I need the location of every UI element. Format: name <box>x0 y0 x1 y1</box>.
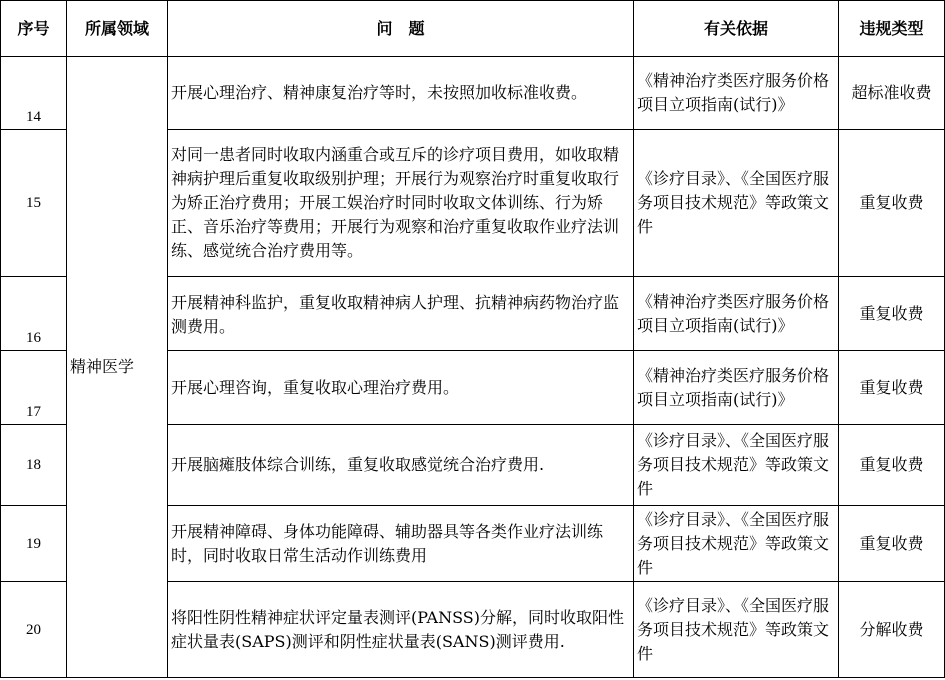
row-type: 超标准收费 <box>839 57 945 130</box>
row-seq: 19 <box>1 506 67 582</box>
row-basis: 《精神治疗类医疗服务价格项目立项指南(试行)》 <box>634 277 839 351</box>
row-seq: 15 <box>1 130 67 277</box>
table-row <box>1 57 945 130</box>
row-seq: 18 <box>1 425 67 506</box>
row-seq: 17 <box>1 351 67 425</box>
row-issue: 开展心理治疗、精神康复治疗等时，未按照加收标准收费。 <box>168 57 634 130</box>
row-issue: 将阳性阴性精神症状评定量表测评(PANSS)分解，同时收取阳性症状量表(SAPS)测评和阴性症状量表(SANS)测评费用. <box>168 582 634 678</box>
header-field: 所属领域 <box>67 1 168 57</box>
row-type: 重复收费 <box>839 130 945 277</box>
header-type: 违规类型 <box>839 1 945 57</box>
row-type: 重复收费 <box>839 506 945 582</box>
row-issue: 对同一患者同时收取内涵重合或互斥的诊疗项目费用，如收取精神病护理后重复收取级别护理；开展行为观察治疗时重复收取行为矫正治疗费用；开展工娱治疗时同时收取文体训练、行为矫正、音乐治疗等费用；开展行为观察和治疗重复收取作业疗法训练、感觉统合治疗费用等。 <box>168 130 634 277</box>
row-type: 重复收费 <box>839 351 945 425</box>
row-type: 重复收费 <box>839 425 945 506</box>
row-basis: 《诊疗目录》、《全国医疗服务项目技术规范》等政策文件 <box>634 506 839 582</box>
row-issue: 开展精神科监护，重复收取精神病人护理、抗精神病药物治疗监测费用。 <box>168 277 634 351</box>
row-seq: 20 <box>1 582 67 678</box>
row-basis: 《精神治疗类医疗服务价格项目立项指南(试行)》 <box>634 57 839 130</box>
row-type: 分解收费 <box>839 582 945 678</box>
row-seq: 16 <box>1 277 67 351</box>
row-basis: 《诊疗目录》、《全国医疗服务项目技术规范》等政策文件 <box>634 130 839 277</box>
row-issue: 开展心理咨询，重复收取心理治疗费用。 <box>168 351 634 425</box>
header-row <box>1 1 945 57</box>
row-issue: 开展脑瘫肢体综合训练，重复收取感觉统合治疗费用. <box>168 425 634 506</box>
header-seq: 序号 <box>1 1 67 57</box>
header-basis: 有关依据 <box>634 1 839 57</box>
row-basis: 《精神治疗类医疗服务价格项目立项指南(试行)》 <box>634 351 839 425</box>
row-basis: 《诊疗目录》、《全国医疗服务项目技术规范》等政策文件 <box>634 425 839 506</box>
row-type: 重复收费 <box>839 277 945 351</box>
row-basis: 《诊疗目录》、《全国医疗服务项目技术规范》等政策文件 <box>634 582 839 678</box>
row-issue: 开展精神障碍、身体功能障碍、辅助器具等各类作业疗法训练时，同时收取日常生活动作训练费用 <box>168 506 634 582</box>
field-cell: 精神医学 <box>67 57 168 678</box>
header-issue: 问 题 <box>168 1 634 57</box>
row-seq: 14 <box>1 57 67 130</box>
